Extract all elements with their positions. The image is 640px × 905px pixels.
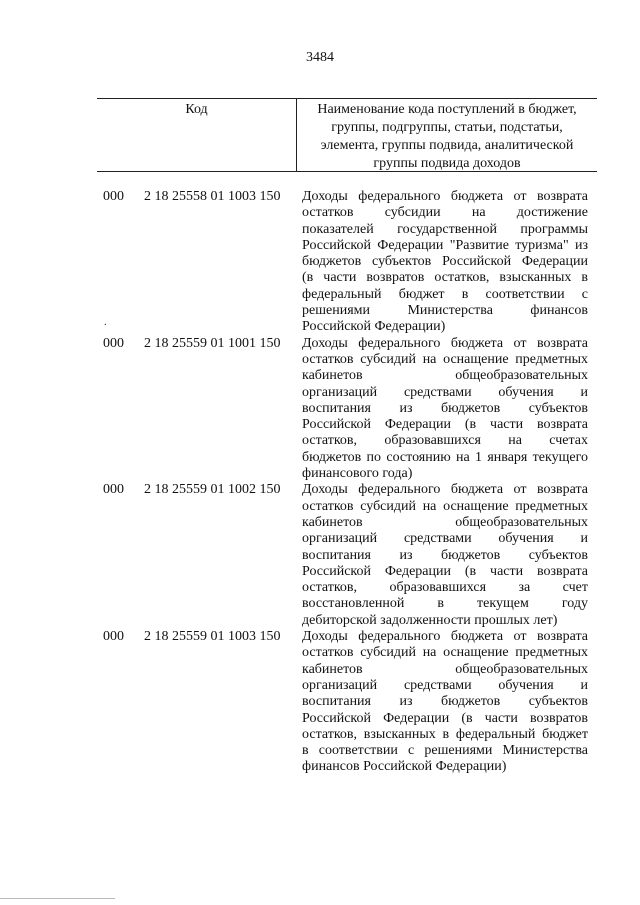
description-line: показателей государственной программы: [302, 221, 588, 237]
row-revenue-code: 2 18 25558 01 1003 150: [144, 189, 281, 204]
description-line: кабинетов общеобразовательных: [302, 661, 588, 677]
description-line: бюджетов субъектов Российской Федерации: [302, 254, 588, 270]
description-line: Российской Федерации (в части возврата: [302, 563, 588, 579]
description-line: организаций средствами обучения и: [302, 384, 588, 400]
description-line: (в части возвратов остатков, взысканных в: [302, 270, 588, 286]
row-description: [302, 482, 588, 629]
description-line: Российской Федерации): [302, 319, 446, 335]
description-line: Доходы федерального бюджета от возврата: [302, 189, 588, 204]
description-line: остатков субсидий на оснащение предметных: [302, 351, 588, 367]
row-admin-code: 000: [103, 335, 124, 351]
description-line: Российской Федерации (в части возврата: [302, 417, 588, 433]
description-line: воспитания из бюджетов субъектов: [302, 694, 588, 710]
row-admin-code: 000: [103, 189, 124, 204]
table-row: [0, 336, 640, 483]
description-line: организаций средствами обучения и: [302, 531, 588, 547]
description-line: Доходы федерального бюджета от возврата: [302, 629, 588, 645]
description-line: Российской Федерации "Развитие туризма" из: [302, 237, 588, 253]
table-header: [97, 98, 597, 172]
description-line: решениями Министерства финансов: [302, 303, 588, 319]
table-body: [0, 189, 640, 776]
page-number: 3484: [306, 50, 334, 65]
table-row: [0, 189, 640, 336]
row-description: [302, 629, 588, 776]
scan-dot: .: [104, 317, 107, 328]
description-line: финансового года): [302, 466, 413, 482]
row-revenue-code: 2 18 25559 01 1003 150: [144, 629, 281, 645]
table-row: [0, 629, 640, 776]
description-line: остатков субсидии на достижение: [302, 205, 588, 221]
row-admin-code: 000: [103, 482, 124, 498]
description-line: остатков, образовавшихся на счетах: [302, 433, 588, 449]
table-row: [0, 482, 640, 629]
description-line: бюджетов по состоянию на 1 января текущего: [302, 449, 588, 465]
description-line: кабинетов общеобразовательных: [302, 368, 588, 384]
description-line: воспитания из бюджетов субъектов: [302, 547, 588, 563]
description-line: остатков, взысканных в федеральный бюджет: [302, 726, 588, 742]
description-line: кабинетов общеобразовательных: [302, 514, 588, 530]
description-line: в соответствии с решениями Министерства: [302, 743, 588, 759]
description-line: остатков субсидий на оснащение предметных: [302, 498, 588, 514]
description-line: финансов Российской Федерации): [302, 759, 507, 775]
description-line: воспитания из бюджетов субъектов: [302, 400, 588, 416]
description-line: остатков субсидий на оснащение предметных: [302, 645, 588, 661]
description-line: восстановленной в текущем году: [302, 596, 588, 612]
header-code-label: Код: [97, 99, 297, 171]
header-name-label: Наименование кода поступлений в бюджет, группы, подгруппы, статьи, подстатьи, элемента, группы подвида, аналитической группы подвида доходов: [317, 102, 577, 171]
scan-edge-line: [0, 898, 115, 899]
row-revenue-code: 2 18 25559 01 1002 150: [144, 482, 281, 498]
row-description: [302, 336, 588, 483]
description-line: Доходы федерального бюджета от возврата: [302, 482, 588, 498]
row-revenue-code: 2 18 25559 01 1001 150: [144, 335, 281, 351]
description-line: Доходы федерального бюджета от возврата: [302, 335, 588, 351]
description-line: остатков, образовавшихся за счет: [302, 580, 588, 596]
description-line: федеральный бюджет в соответствии с: [302, 286, 588, 302]
description-line: дебиторской задолженности прошлых лет): [302, 612, 558, 628]
description-line: Российской Федерации (в части возвратов: [302, 710, 588, 726]
description-line: организаций средствами обучения и: [302, 677, 588, 693]
row-admin-code: 000: [103, 629, 124, 645]
row-description: [302, 189, 588, 336]
